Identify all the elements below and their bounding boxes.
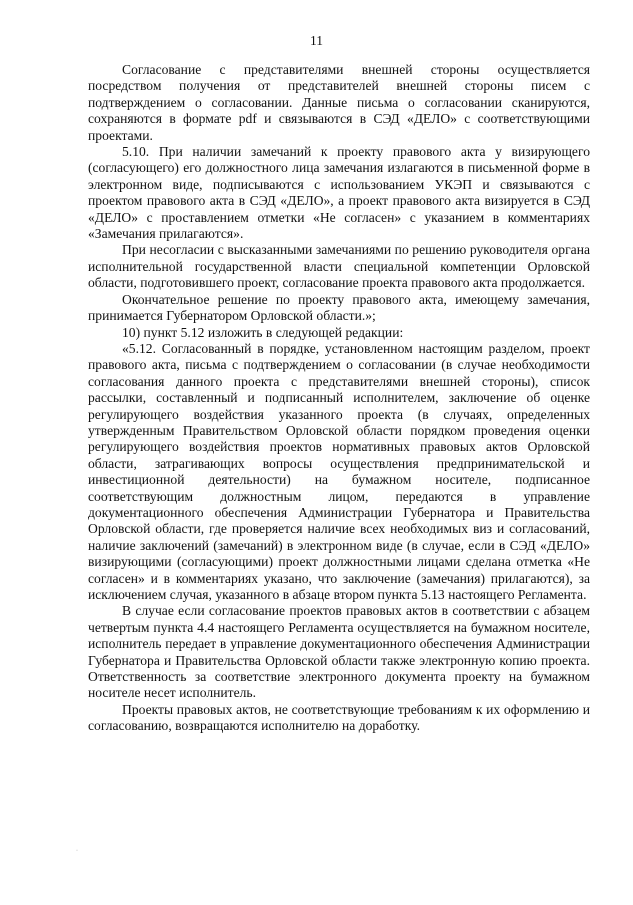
paragraph-external-approval: Согласование с представителями внешней стороны осуществляется посредством получения от представителей внешней стороны писем с подтверждением о согласовании. Данные письма о согласовании сканируются, сохраняются в формате pdf и связываются в СЭД «ДЕЛО» с соответствующими проектами. xyxy=(88,62,590,143)
paragraph-5-12: «5.12. Согласованный в порядке, установленном настоящим разделом, проект правового акта, письма с подтверждением о согласовании (в случае необходимости согласования данного проекта с представителями внешней стороны), список рассылки, составленный и подписанный исполнителем, заключение об оценке регулирующего воздействия указанного проекта (в случаях, определенных утвержденным Правительством Орловской области порядком проведения оценки регулирующего воздействия проектов нормативных правовых актов Орловской области, затрагивающих вопросы осуществления предпринимательской и инвестиционной деятельности) на бумажном носителе, подписанное соответствующим должностным лицом, передаются в управление документационного обеспечения Администрации Губернатора и Правительства Орловской области, где проверяется наличие всех необходимых виз и согласований, наличие заключений (замечаний) в электронном виде (в случае, если в СЭД «ДЕЛО» визирующими (согласующими) проект должностными лицами сделана отметка «Не согласен» и в комментариях указано, что заключение (замечания) прилагаются), за исключением случая, указанного в абзаце втором пункта 5.13 настоящего Регламента. xyxy=(88,340,590,602)
scan-speck: · xyxy=(76,848,78,854)
paragraph-returned-drafts: Проекты правовых актов, не соответствующие требованиям к их оформлению и согласованию, возвращаются исполнителю на доработку. xyxy=(88,701,590,734)
page-number: 11 xyxy=(310,33,323,48)
paragraph-final-decision: Окончательное решение по проекту правового акта, имеющему замечания, принимается Губернатором Орловской области.»; xyxy=(88,291,590,324)
paragraph-item-10: 10) пункт 5.12 изложить в следующей редакции: xyxy=(122,324,404,340)
paragraph-5-10: 5.10. При наличии замечаний к проекту правового акта у визирующего (согласующего) его должностного лица замечания излагаются в письменной форме в электронном виде, подписываются с использованием УКЭП и связываются с проектом правового акта в СЭД «ДЕЛО», а проект правового акта визируется в СЭД «ДЕЛО» с проставлением отметки «Не согласен» с указанием в комментариях «Замечания прилагаются». xyxy=(88,144,590,242)
paragraph-disagreement: При несогласии с высказанными замечаниями по решению руководителя органа исполнительной государственной власти специальной компетенции Орловской области, подготовившего проект, согласование проекта правового акта продолжается. xyxy=(88,242,590,291)
paragraph-paper-approval: В случае если согласование проектов правовых актов в соответствии с абзацем четвертым пункта 4.4 настоящего Регламента осуществляется на бумажном носителе, исполнитель передает в управление документационного обеспечения Администрации Губернатора и Правительства Орловской области также электронную копию проекта. Ответственность за соответствие электронного документа проекту на бумажном носителе несет исполнитель. xyxy=(88,603,590,701)
document-body xyxy=(88,62,590,735)
